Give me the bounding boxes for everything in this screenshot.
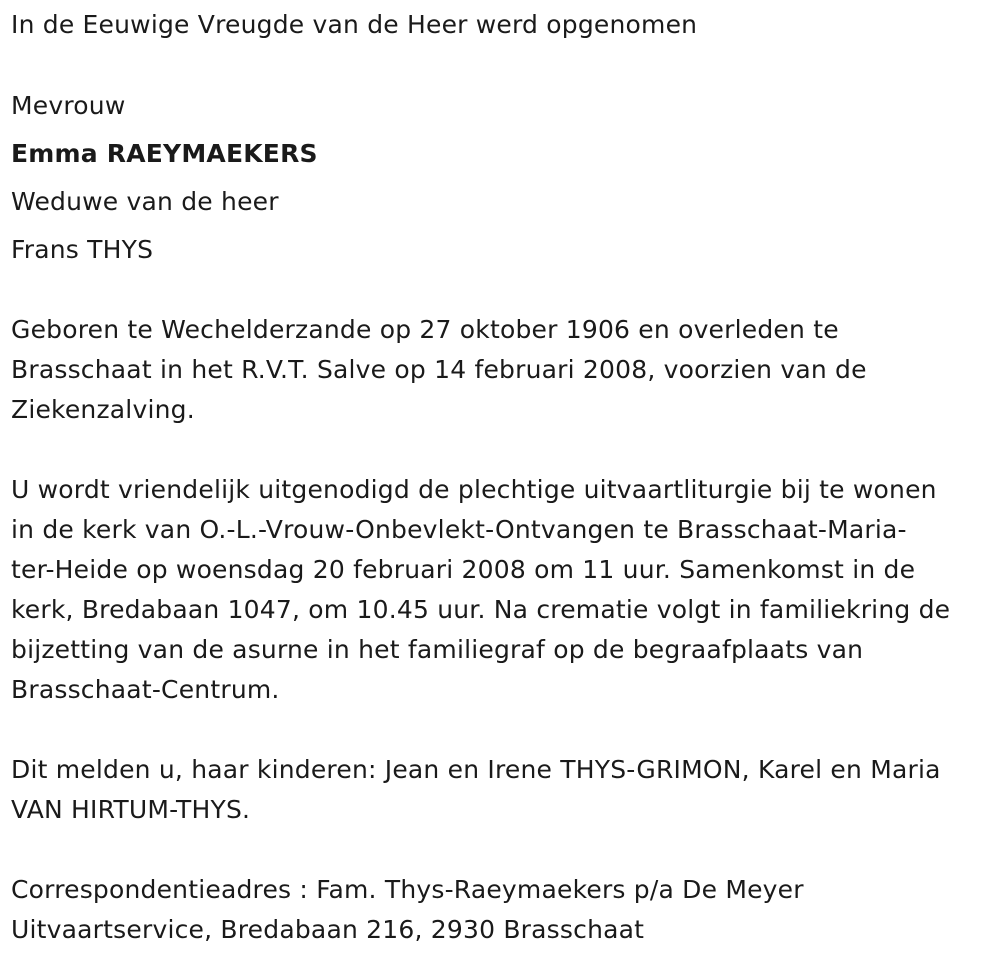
paragraph-line: Ziekenzalving. [11, 395, 195, 424]
paragraph-line: Uitvaartservice, Bredabaan 216, 2930 Brasschaat [11, 915, 645, 944]
paragraph-line: Brasschaat in het R.V.T. Salve op 14 februari 2008, voorzien van de [11, 355, 867, 384]
paragraph-line: U wordt vriendelijk uitgenodigd de plechtige uitvaartliturgie bij te wonen [11, 475, 937, 504]
paragraph-line: Geboren te Wechelderzande op 27 oktober 1906 en overleden te [11, 315, 839, 344]
paragraph-line: ter-Heide op woensdag 20 februari 2008 om 11 uur. Samenkomst in de [11, 555, 916, 584]
intro-line: In de Eeuwige Vreugde van de Heer werd opgenomen [11, 10, 698, 39]
paragraph-line: bijzetting van de asurne in het familiegraf op de begraafplaats van [11, 635, 864, 664]
paragraph-line: in de kerk van O.-L.-Vrouw-Onbevlekt-Ontvangen te Brasschaat-Maria- [11, 515, 907, 544]
deceased-name: Emma RAEYMAEKERS [11, 139, 318, 168]
paragraph-line: Correspondentieadres : Fam. Thys-Raeymaekers p/a De Meyer [11, 875, 804, 904]
family-announcement-paragraph [11, 750, 941, 830]
correspondence-address-paragraph [11, 870, 804, 950]
husband-name: Frans THYS [11, 235, 154, 264]
paragraph-line: kerk, Bredabaan 1047, om 10.45 uur. Na crematie volgt in familiekring de [11, 595, 951, 624]
paragraph-line: Dit melden u, haar kinderen: Jean en Irene THYS-GRIMON, Karel en Maria [11, 755, 941, 784]
paragraph-line: VAN HIRTUM-THYS. [11, 795, 251, 824]
paragraph-line: Brasschaat-Centrum. [11, 675, 280, 704]
widow-of-line: Weduwe van de heer [11, 187, 279, 216]
funeral-invitation-paragraph [11, 470, 950, 710]
birth-death-paragraph [11, 310, 867, 430]
salutation: Mevrouw [11, 91, 126, 120]
